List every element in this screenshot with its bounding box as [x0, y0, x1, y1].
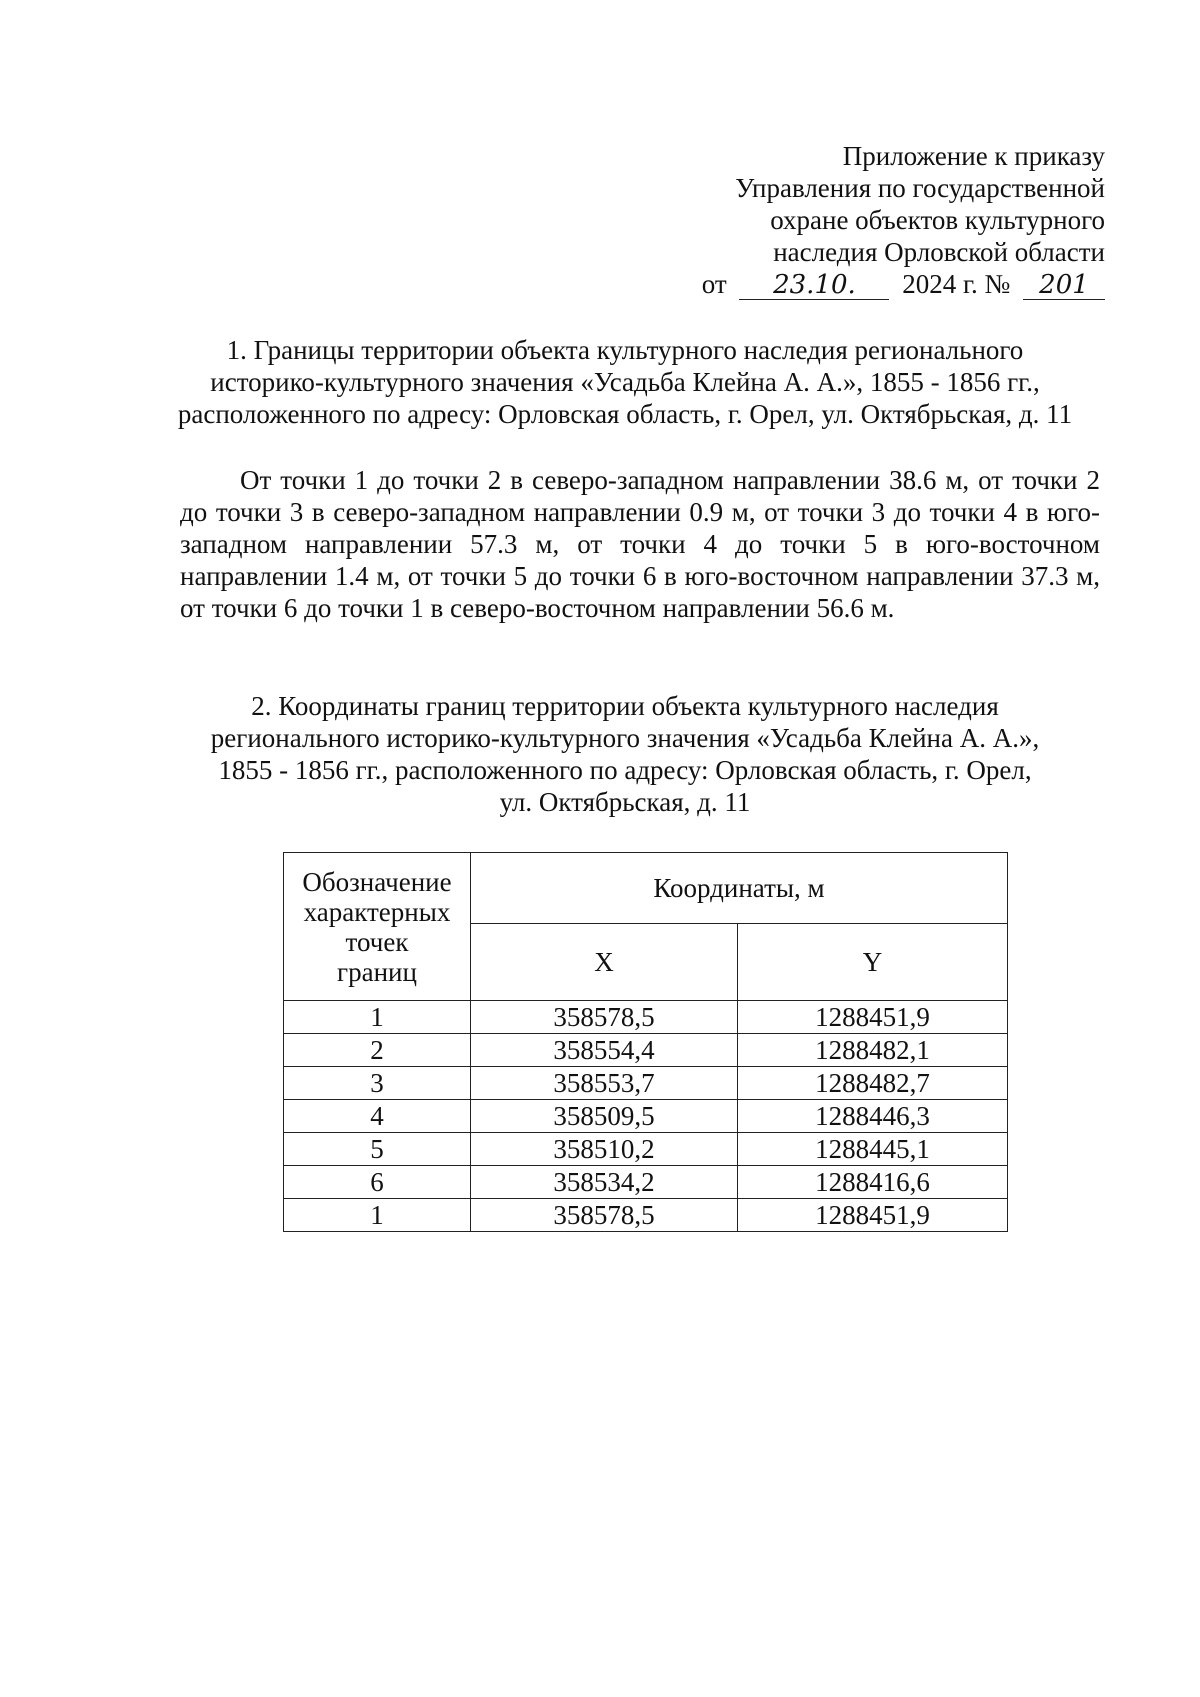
section-1-title-line: 1. Границы территории объекта культурного наследия регионального	[226, 335, 1024, 365]
order-reference-line	[605, 268, 1105, 300]
x-cell: 358509,5	[471, 1100, 738, 1133]
x-cell: 358554,4	[471, 1034, 738, 1067]
y-cell: 1288451,9	[738, 1199, 1008, 1232]
order-date-prefix: от	[701, 269, 727, 299]
order-date-handwritten: 23.10.	[739, 271, 889, 300]
y-cell: 1288445,1	[738, 1133, 1008, 1166]
header-designation-line: Обозначение	[302, 866, 452, 897]
section-1-title	[150, 334, 1100, 430]
header-y: Y	[738, 924, 1008, 1001]
table-row	[284, 1199, 1008, 1232]
appendix-header	[605, 140, 1105, 300]
table-row	[284, 1100, 1008, 1133]
section-2-title	[150, 690, 1100, 818]
header-coordinates: Координаты, м	[471, 853, 1008, 924]
header-x: X	[471, 924, 738, 1001]
coordinates-table	[283, 852, 1008, 1232]
point-cell: 2	[284, 1034, 471, 1067]
y-cell: 1288416,6	[738, 1166, 1008, 1199]
header-designation-line: границ	[337, 956, 417, 987]
section-2-title-line: ул. Октябрьская, д. 11	[499, 787, 751, 817]
point-cell: 1	[284, 1001, 471, 1034]
table-row	[284, 1001, 1008, 1034]
y-cell: 1288482,7	[738, 1067, 1008, 1100]
x-cell: 358578,5	[471, 1001, 738, 1034]
x-cell: 358510,2	[471, 1133, 738, 1166]
y-cell: 1288446,3	[738, 1100, 1008, 1133]
appendix-line-1: Приложение к приказу	[842, 141, 1105, 171]
point-cell: 5	[284, 1133, 471, 1166]
section-2-title-line: регионального историко-культурного значения «Усадьба Клейна А. А.»,	[210, 723, 1040, 753]
boundary-description: От точки 1 до точки 2 в северо-западном направлении 38.6 м, от точки 2 до точки 3 в северо-западном направлении 0.9 м, от точки 3 до точки 4 в юго-западном направлении 57.3 м, от точки 4 до точки 5 в юго-восточном направлении 1.4 м, от точки 5 до точки 6 в юго-восточном направлении 37.3 м, от точки 6 до точки 1 в северо-восточном направлении 56.6 м.	[180, 465, 1100, 623]
section-1-title-line: историко-культурного значения «Усадьба Клейна А. А.», 1855 - 1856 гг.,	[210, 367, 1040, 397]
table-row	[284, 1166, 1008, 1199]
order-number-handwritten: 201	[1023, 271, 1105, 300]
x-cell: 358578,5	[471, 1199, 738, 1232]
appendix-line-2: Управления по государственной	[735, 173, 1105, 203]
appendix-line-3: охране объектов культурного	[770, 205, 1105, 235]
section-1-title-line: расположенного по адресу: Орловская область, г. Орел, ул. Октябрьская, д. 11	[177, 399, 1073, 429]
order-year-text: 2024 г. №	[902, 269, 1011, 299]
x-cell: 358553,7	[471, 1067, 738, 1100]
y-cell: 1288482,1	[738, 1034, 1008, 1067]
table-row	[284, 1067, 1008, 1100]
header-designation	[284, 853, 471, 1001]
appendix-line-4: наследия Орловской области	[773, 237, 1105, 267]
header-designation-line: точек	[345, 926, 409, 957]
x-cell: 358534,2	[471, 1166, 738, 1199]
section-2-title-line: 2. Координаты границ территории объекта культурного наследия	[251, 691, 999, 721]
point-cell: 4	[284, 1100, 471, 1133]
point-cell: 3	[284, 1067, 471, 1100]
table-row	[284, 1133, 1008, 1166]
y-cell: 1288451,9	[738, 1001, 1008, 1034]
table-row	[284, 1034, 1008, 1067]
section-2-title-line: 1855 - 1856 гг., расположенного по адресу: Орловская область, г. Орел,	[218, 755, 1032, 785]
header-designation-line: характерных	[303, 896, 451, 927]
point-cell: 1	[284, 1199, 471, 1232]
point-cell: 6	[284, 1166, 471, 1199]
